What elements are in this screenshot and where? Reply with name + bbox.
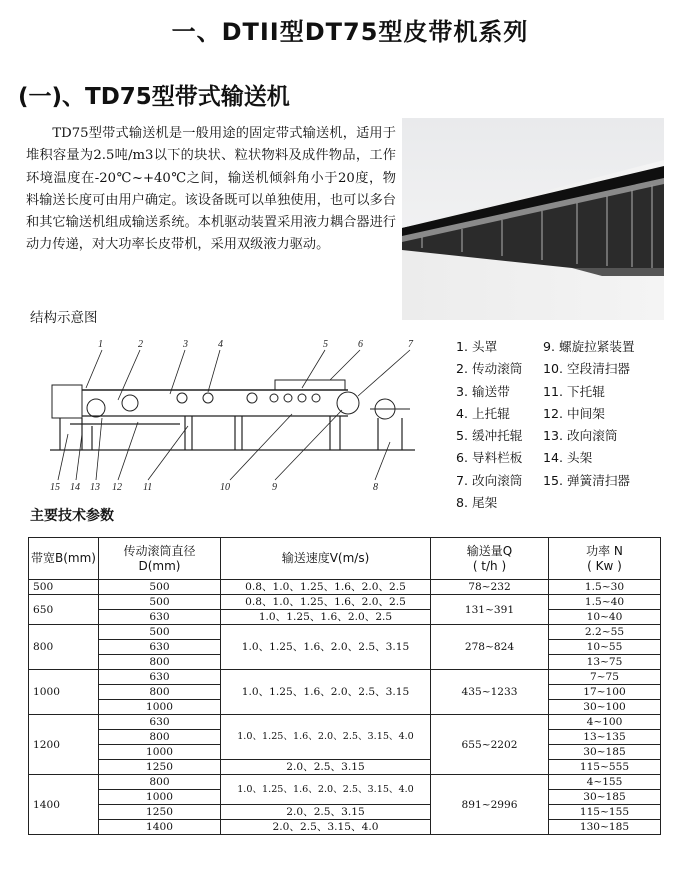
cell-power: 30~185 bbox=[549, 745, 661, 760]
col-header-drum-line1: 传动滚筒直径 bbox=[123, 543, 196, 558]
cell-power: 17~100 bbox=[549, 685, 661, 700]
cell-width: 1200 bbox=[29, 715, 99, 775]
cell-capacity: 655~2202 bbox=[431, 715, 549, 775]
cell-power: 1.5~40 bbox=[549, 595, 661, 610]
cell-drum: 1000 bbox=[99, 790, 221, 805]
legend-item: 2. 传动滚筒 bbox=[456, 361, 523, 377]
legend-row bbox=[456, 470, 631, 492]
cell-drum: 630 bbox=[99, 610, 221, 625]
cell-speed: 2.0、2.5、3.15 bbox=[221, 805, 431, 820]
cell-drum: 1400 bbox=[99, 820, 221, 835]
diagram-label-10: 10 bbox=[220, 482, 230, 493]
cell-speed: 2.0、2.5、3.15、4.0 bbox=[221, 820, 431, 835]
cell-speed: 0.8、1.0、1.25、1.6、2.0、2.5 bbox=[221, 595, 431, 610]
cell-drum: 800 bbox=[99, 730, 221, 745]
diagram-title: 结构示意图 bbox=[30, 310, 98, 326]
col-header-power bbox=[549, 538, 661, 580]
cell-drum: 630 bbox=[99, 640, 221, 655]
cell-width: 500 bbox=[29, 580, 99, 595]
cell-speed: 1.0、1.25、1.6、2.0、2.5 bbox=[221, 610, 431, 625]
intro-paragraph bbox=[26, 123, 396, 257]
cell-drum: 800 bbox=[99, 655, 221, 670]
col-header-capacity-line2: ( t/h ) bbox=[472, 558, 507, 573]
legend-item: 11. 下托辊 bbox=[543, 383, 605, 399]
col-header-power-line2: ( Kw ) bbox=[587, 558, 622, 573]
cell-power: 115~555 bbox=[549, 760, 661, 775]
params-table bbox=[28, 537, 661, 835]
legend-item: 13. 改向滚筒 bbox=[543, 428, 618, 444]
legend-item: 5. 缓冲托辊 bbox=[456, 428, 523, 444]
cell-drum: 630 bbox=[99, 670, 221, 685]
main-title: 一、DTII型DT75型皮带机系列 bbox=[171, 18, 529, 46]
legend-item: 1. 头罩 bbox=[456, 339, 498, 354]
cell-drum: 1000 bbox=[99, 745, 221, 760]
diagram-label-7: 7 bbox=[408, 339, 413, 350]
col-header-speed: 输送速度V(m/s) bbox=[221, 538, 431, 580]
legend-row bbox=[456, 358, 631, 380]
cell-capacity: 131~391 bbox=[431, 595, 549, 625]
cell-speed: 0.8、1.0、1.25、1.6、2.0、2.5 bbox=[221, 580, 431, 595]
conveyor-photo bbox=[402, 118, 664, 320]
col-header-capacity-line1: 输送量Q bbox=[466, 543, 513, 558]
table-row bbox=[29, 775, 661, 790]
cell-power: 7~75 bbox=[549, 670, 661, 685]
cell-power: 30~100 bbox=[549, 700, 661, 715]
col-header-power-line1: 功率 N bbox=[586, 543, 623, 558]
table-row bbox=[29, 610, 661, 625]
table-row bbox=[29, 805, 661, 820]
cell-capacity: 891~2996 bbox=[431, 775, 549, 835]
diagram-label-9: 9 bbox=[272, 482, 277, 493]
col-header-width: 带宽B(mm) bbox=[29, 538, 99, 580]
cell-capacity: 78~232 bbox=[431, 580, 549, 595]
cell-speed: 1.0、1.25、1.6、2.0、2.5、3.15 bbox=[221, 670, 431, 715]
col-header-drum bbox=[99, 538, 221, 580]
cell-speed: 2.0、2.5、3.15 bbox=[221, 760, 431, 775]
cell-speed: 1.0、1.25、1.6、2.0、2.5、3.15、4.0 bbox=[221, 715, 431, 760]
cell-drum: 800 bbox=[99, 775, 221, 790]
cell-power: 30~185 bbox=[549, 790, 661, 805]
col-header-capacity bbox=[431, 538, 549, 580]
cell-drum: 500 bbox=[99, 625, 221, 640]
diagram-label-15: 15 bbox=[50, 482, 60, 493]
legend-row bbox=[456, 425, 618, 447]
legend-item: 6. 导料栏板 bbox=[456, 450, 523, 466]
cell-width: 800 bbox=[29, 625, 99, 670]
cell-drum: 500 bbox=[99, 595, 221, 610]
col-header-drum-line2: D(mm) bbox=[138, 558, 181, 573]
legend-item: 7. 改向滚筒 bbox=[456, 472, 523, 488]
cell-width: 650 bbox=[29, 595, 99, 625]
legend-row bbox=[456, 447, 593, 469]
cell-speed: 1.0、1.25、1.6、2.0、2.5、3.15 bbox=[221, 625, 431, 670]
cell-drum: 1250 bbox=[99, 760, 221, 775]
cell-power: 10~40 bbox=[549, 610, 661, 625]
table-row bbox=[29, 580, 661, 595]
table-row bbox=[29, 625, 661, 640]
structure-diagram bbox=[30, 330, 444, 502]
cell-drum: 1250 bbox=[99, 805, 221, 820]
cell-power: 1.5~30 bbox=[549, 580, 661, 595]
cell-capacity: 435~1233 bbox=[431, 670, 549, 715]
diagram-label-8: 8 bbox=[373, 482, 378, 493]
table-header-row bbox=[29, 538, 661, 580]
diagram-label-2: 2 bbox=[138, 339, 143, 350]
legend-item: 9. 螺旋拉紧装置 bbox=[543, 339, 635, 354]
cell-power: 130~185 bbox=[549, 820, 661, 835]
cell-width: 1000 bbox=[29, 670, 99, 715]
legend-item: 8. 尾架 bbox=[456, 495, 498, 511]
diagram-label-11: 11 bbox=[143, 482, 153, 493]
legend-item: 14. 头架 bbox=[543, 450, 593, 466]
cell-power: 13~75 bbox=[549, 655, 661, 670]
section-title: (一)、TD75型带式输送机 bbox=[18, 84, 290, 110]
legend-item: 15. 弹簧清扫器 bbox=[543, 472, 631, 488]
legend-row bbox=[456, 381, 605, 403]
diagram-label-14: 14 bbox=[70, 482, 80, 493]
diagram-label-12: 12 bbox=[112, 482, 122, 493]
legend-item: 4. 上托辊 bbox=[456, 405, 510, 421]
cell-power: 4~100 bbox=[549, 715, 661, 730]
diagram-label-13: 13 bbox=[90, 482, 100, 493]
cell-speed: 1.0、1.25、1.6、2.0、2.5、3.15、4.0 bbox=[221, 775, 431, 805]
head-cover-shape bbox=[52, 385, 82, 418]
cell-power: 2.2~55 bbox=[549, 625, 661, 640]
drive-drum-shape bbox=[87, 399, 105, 417]
diagram-label-1: 1 bbox=[98, 339, 103, 350]
table-row bbox=[29, 715, 661, 730]
parts-legend bbox=[456, 336, 635, 514]
legend-row bbox=[456, 403, 605, 425]
cell-drum: 630 bbox=[99, 715, 221, 730]
cell-drum: 500 bbox=[99, 580, 221, 595]
diagram-label-4: 4 bbox=[218, 339, 223, 350]
cell-power: 4~155 bbox=[549, 775, 661, 790]
table-row bbox=[29, 670, 661, 685]
diagram-label-3: 3 bbox=[183, 339, 188, 350]
diagram-label-5: 5 bbox=[323, 339, 328, 350]
cell-width: 1400 bbox=[29, 775, 99, 835]
table-row bbox=[29, 595, 661, 610]
legend-row bbox=[456, 492, 522, 514]
cell-power: 10~55 bbox=[549, 640, 661, 655]
legend-item: 3. 输送带 bbox=[456, 383, 510, 399]
legend-item: 12. 中间架 bbox=[543, 405, 605, 421]
cell-power: 115~155 bbox=[549, 805, 661, 820]
cell-drum: 800 bbox=[99, 685, 221, 700]
legend-item: 10. 空段清扫器 bbox=[543, 361, 631, 377]
cell-capacity: 278~824 bbox=[431, 625, 549, 670]
diagram-label-6: 6 bbox=[358, 339, 363, 350]
cell-drum: 1000 bbox=[99, 700, 221, 715]
cell-power: 13~135 bbox=[549, 730, 661, 745]
params-title: 主要技术参数 bbox=[30, 508, 114, 524]
intro-text: TD75型带式输送机是一般用途的固定带式输送机，适用于堆积容量为2.5吨/m3以下的块状、粒状物料及成件物品，工作环境温度在-20℃~+40℃之间，输送机倾斜角小于20度，物料输送长度可由用户确定。该设备既可以单独使用，也可以多台和其它输送机组成输送系统。本机驱动装置采用液力耦合器进行动力传递，对大功率长皮带机，采用双级液力驱动。 bbox=[26, 126, 396, 253]
table-row bbox=[29, 760, 661, 775]
table-row bbox=[29, 820, 661, 835]
legend-row bbox=[456, 336, 635, 358]
